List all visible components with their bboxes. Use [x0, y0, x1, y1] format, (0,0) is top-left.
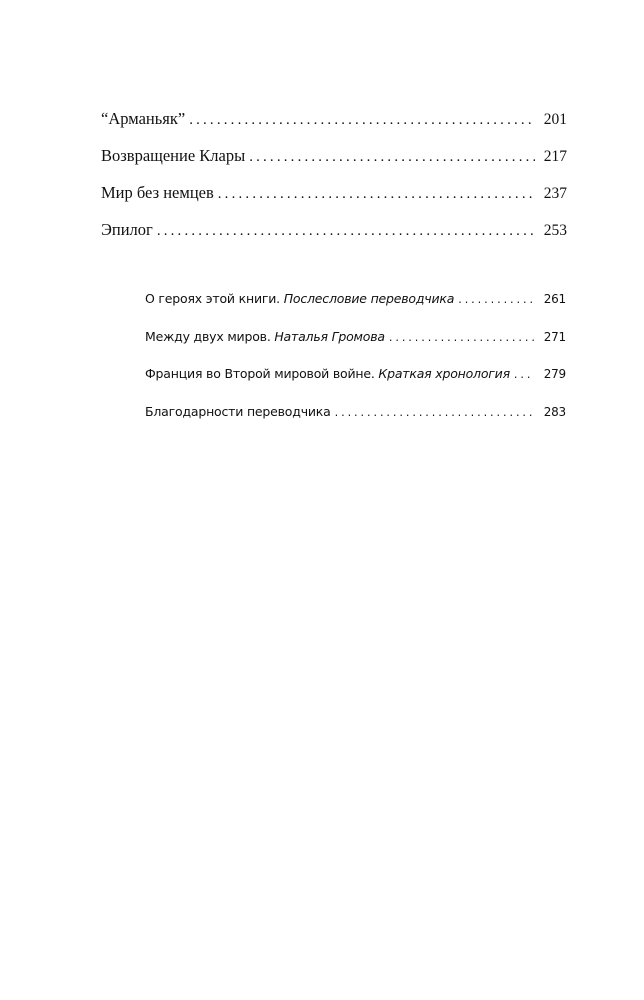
toc-page-number: 283: [543, 404, 566, 419]
toc-page-number: 201: [543, 111, 567, 128]
toc-entry: [101, 220, 567, 257]
toc-entry-subtitle: Послесловие переводчика: [283, 291, 455, 306]
table-of-contents-main: [101, 109, 567, 257]
toc-entry-title: [145, 366, 510, 381]
table-of-contents-appendix: [145, 291, 566, 441]
toc-entry: [145, 329, 566, 367]
toc-entry-subtitle: Краткая хронология: [378, 366, 510, 381]
toc-entry-title: “Арманьяк”: [101, 109, 186, 128]
toc-entry-title-text: Благодарности переводчика: [145, 403, 331, 419]
dot-leader: [249, 149, 535, 166]
toc-page-number: 271: [543, 329, 566, 344]
toc-entry-title: [145, 404, 331, 419]
dot-leader: [157, 223, 535, 240]
toc-page-number: 237: [543, 185, 567, 202]
toc-page-number: 279: [543, 367, 566, 381]
toc-page-number: 217: [543, 148, 567, 165]
dot-leader: [189, 112, 535, 129]
toc-entry: [101, 183, 567, 220]
toc-entry-title: Мир без немцев: [101, 183, 214, 202]
toc-entry-title: [145, 329, 385, 344]
toc-entry-title-text: Франция во Второй мировой войне.: [145, 366, 375, 381]
toc-entry: [145, 366, 566, 404]
toc-entry-title: Возвращение Клары: [101, 146, 246, 165]
toc-entry-title-text: О героях этой книги.: [145, 291, 280, 306]
toc-entry: [101, 146, 567, 183]
dot-leader: [335, 406, 534, 419]
toc-page-number: 253: [543, 222, 567, 239]
toc-entry: [145, 291, 566, 329]
toc-entry-title: [145, 291, 454, 306]
toc-entry-subtitle: Наталья Громова: [274, 328, 385, 344]
toc-entry-title: Эпилог: [101, 220, 153, 239]
dot-leader: [458, 293, 534, 306]
toc-entry-title-text: Между двух миров.: [145, 328, 271, 344]
dot-leader: [514, 368, 534, 381]
toc-entry: [145, 404, 566, 442]
dot-leader: [389, 331, 534, 344]
toc-entry: [101, 109, 567, 146]
toc-page-number: 261: [543, 292, 566, 306]
dot-leader: [218, 186, 535, 203]
